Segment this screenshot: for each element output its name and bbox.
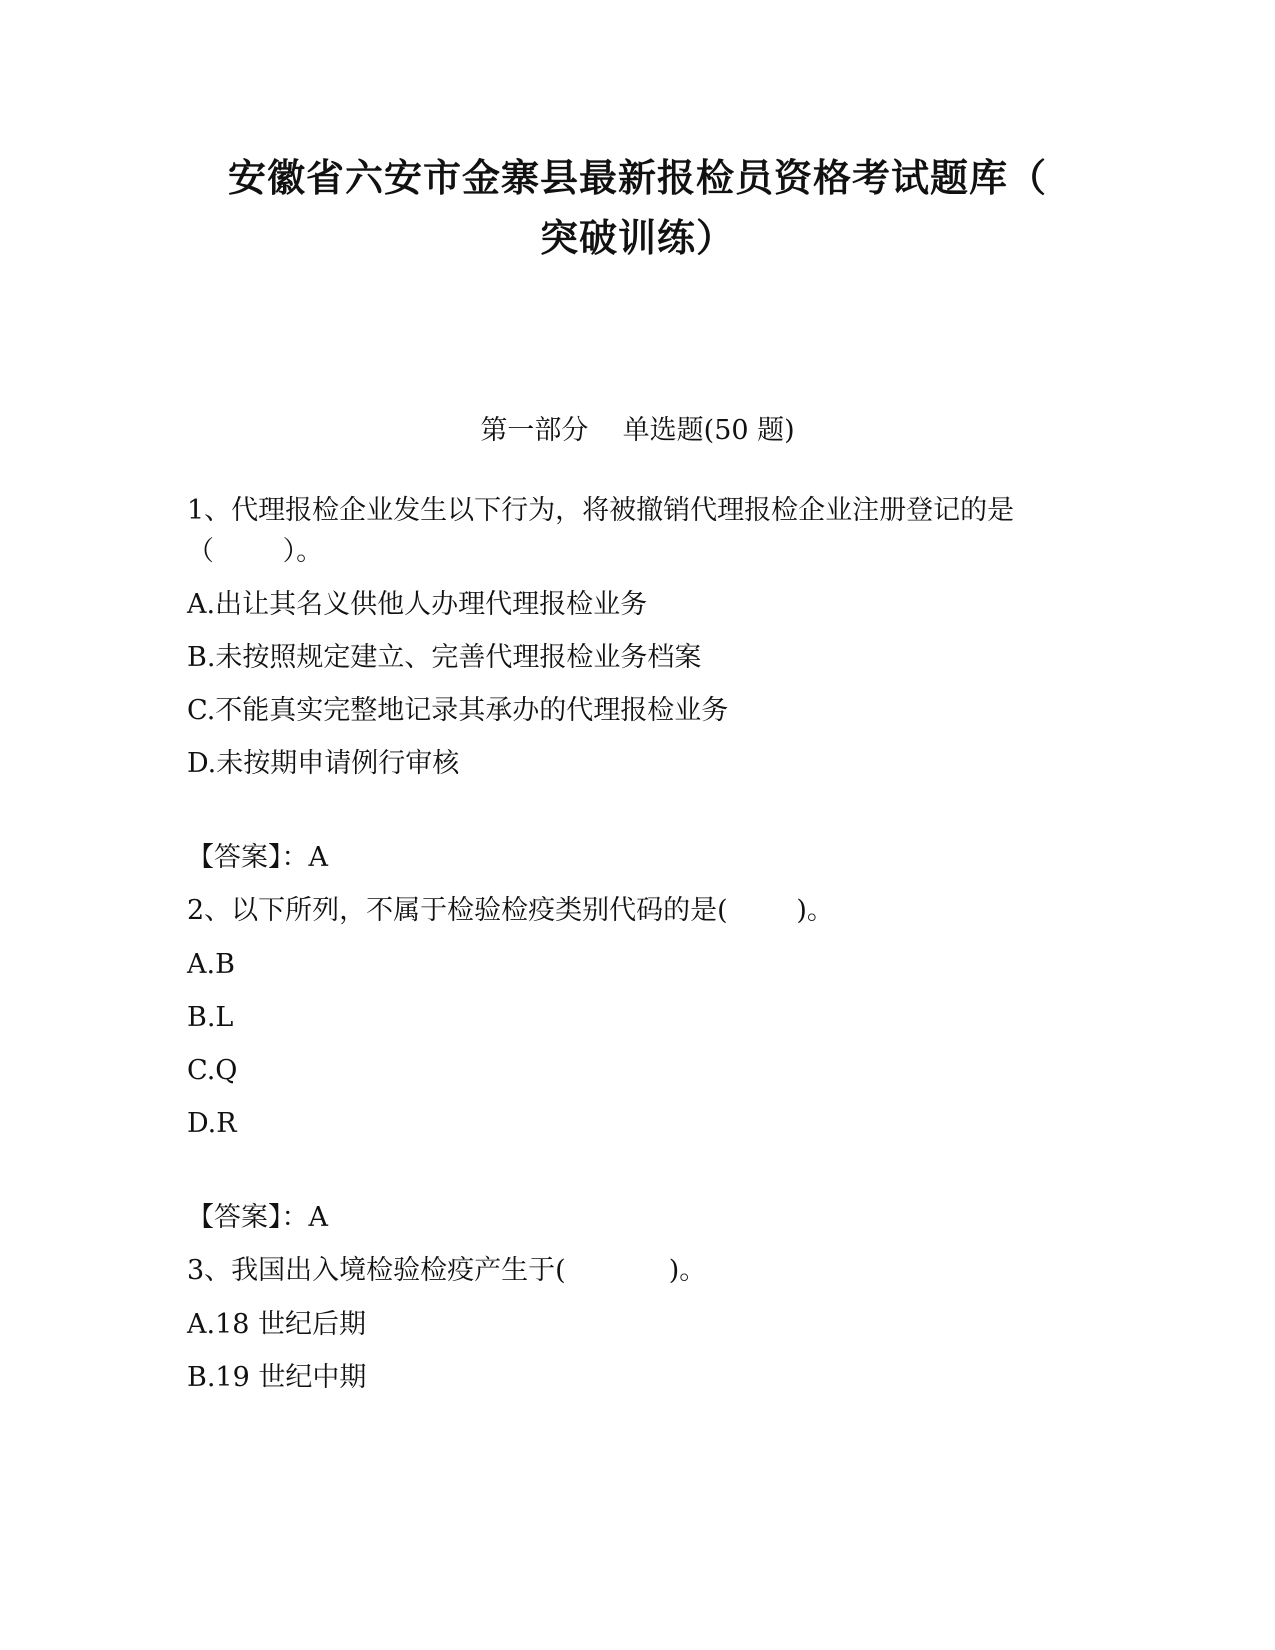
document-title [150, 148, 1125, 268]
question-2-option-d: D.R [187, 1108, 237, 1139]
question-2-option-c: C.Q [187, 1055, 238, 1086]
question-1-answer: 【答案】：A [187, 842, 328, 873]
question-2-option-b: B.L [187, 1002, 234, 1033]
question-3-stem: 3、我国出入境检验检疫产生于( )。 [187, 1255, 707, 1286]
question-1-stem-continued: （ ）。 [187, 536, 324, 567]
question-3-option-b: B.19 世纪中期 [187, 1362, 367, 1393]
question-1-option-d: D.未按期申请例行审核 [187, 748, 460, 779]
question-3-option-a: A.18 世纪后期 [187, 1309, 367, 1340]
question-1-option-a: A.出让其名义供他人办理代理报检业务 [187, 589, 648, 620]
question-2-stem: 2、以下所列，不属于检验检疫类别代码的是( )。 [187, 895, 834, 926]
question-2-answer: 【答案】：A [187, 1202, 328, 1233]
question-1-option-c: C.不能真实完整地记录其承办的代理报检业务 [187, 695, 729, 726]
title-line-2: 突破训练） [539, 216, 735, 260]
question-1-option-b: B.未按照规定建立、完善代理报检业务档案 [187, 642, 702, 673]
title-line-1: 安徽省六安市金寨县最新报检员资格考试题库（ [227, 156, 1047, 200]
question-1-stem: 1、代理报检企业发生以下行为，将被撤销代理报检企业注册登记的是 [187, 495, 1015, 526]
section-heading: 第一部分 单选题(50 题) [480, 415, 795, 446]
question-2-option-a: A.B [187, 949, 235, 980]
